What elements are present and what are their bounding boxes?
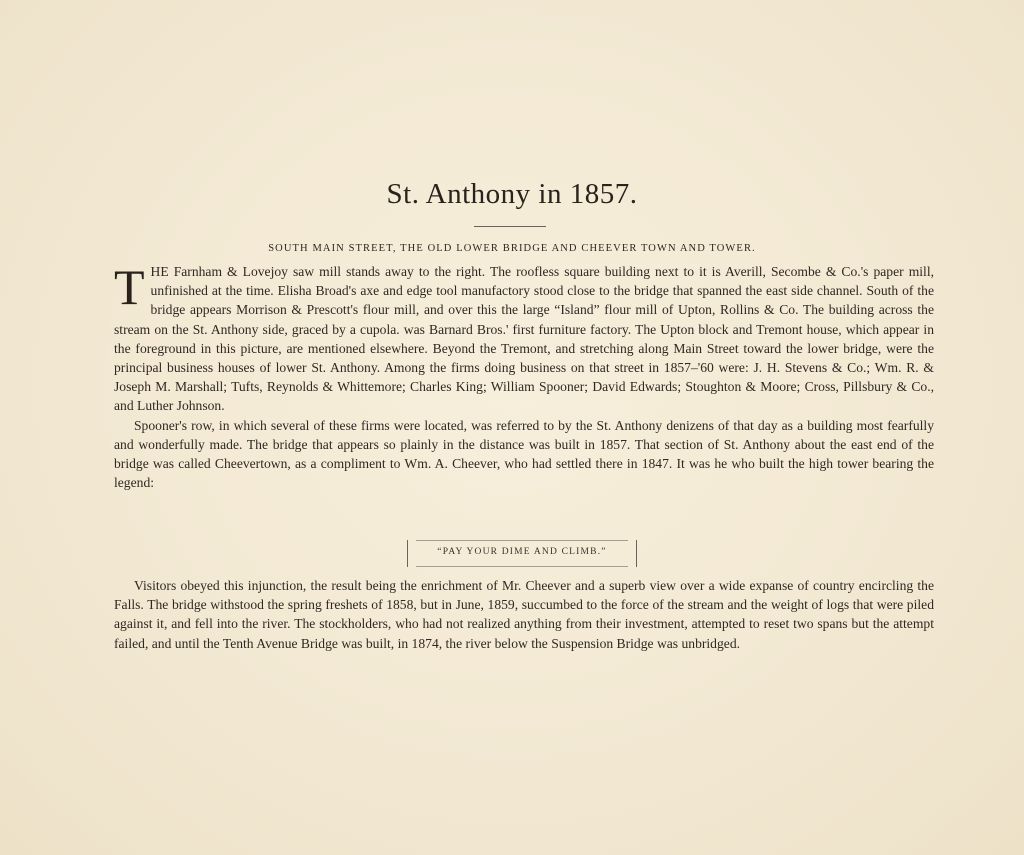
body-text-block-2 xyxy=(114,576,934,653)
paragraph-1 xyxy=(114,259,934,416)
title-divider xyxy=(474,226,546,227)
body-text-block-1 xyxy=(114,259,934,492)
legend-box xyxy=(407,540,637,567)
paragraph-3: Visitors obeyed this injunction, the result being the enrichment of Mr. Cheever and a superb view over a wide expanse of country encircling the Falls. The bridge withstood the spring freshets of 1858, but in June, 1859, succumbed to the force of the stream and the weight of logs that were piled against it, and fell into the river. The stockholders, who had not realized anything from their investment, attempted to reset two spans but the attempt failed, and until the Tenth Avenue Bridge was built, in 1874, the river below the Suspension Bridge was unbridged. xyxy=(114,578,934,651)
page-title: St. Anthony in 1857. xyxy=(386,178,638,210)
page-subtitle: SOUTH MAIN STREET, THE OLD LOWER BRIDGE AND CHEEVER TOWN AND TOWER. xyxy=(268,243,756,254)
drop-cap: T xyxy=(114,259,145,315)
paragraph-2: Spooner's row, in which several of these firms were located, was referred to by the St. Anthony denizens of that day as a building most fearfully and wonderfully made. The bridge that appears so plainly in the distance was built in 1857. That section of St. Anthony about the east end of the bridge was called Cheevertown, as a compliment to Wm. A. Cheever, who had settled there in 1847. It was he who built the high tower bearing the legend: xyxy=(114,417,934,491)
paragraph-1-text: HE Farnham & Lovejoy saw mill stands away to the right. The roofless square building next to it is Averill, Secombe & Co.'s paper mill, unfinished at the time. Elisha Broad's axe and edge tool manufactory stood close to the bridge that spanned the east side channel. South of the bridge appears Morrison & Prescott's flour mill, and over this the large “Island” flour mill of Upton, Rollins & Co. The building across the stream on the St. Anthony side, graced by a cupola. was Barnard Bros.' first furniture factory. The Upton block and Tremont house, which appear in the foreground in this picture, are mentioned elsewhere. Beyond the Tremont, and stretching along Main Street toward the lower bridge, were the principal business houses of lower St. Anthony. Among the firms doing business on that street in 1857–'60 were: J. H. Stevens & Co.; Wm. R. & Joseph M. Marshall; Tufts, Reynolds & Whittemore; Charles King; William Spooner; David Edwards; Stoughton & Moore; Cross, Pillsbury & Co., and Luther Johnson. xyxy=(114,264,934,414)
legend-text: “PAY YOUR DIME AND CLIMB.” xyxy=(437,547,607,557)
